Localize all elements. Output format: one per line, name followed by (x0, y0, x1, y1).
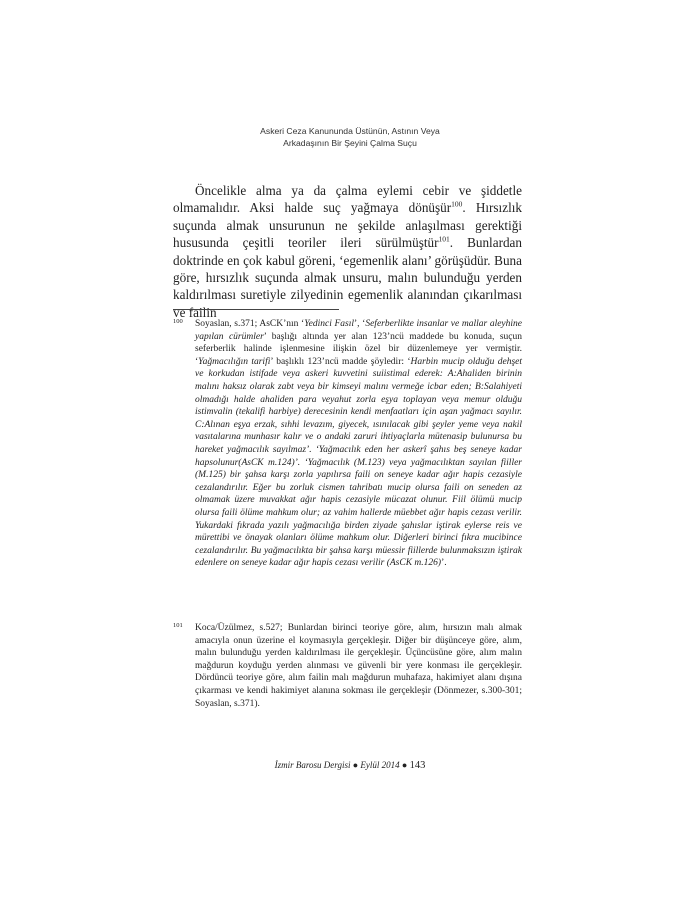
footer-separator: ● (350, 760, 361, 770)
footnote-italic-segment: Harbin mucip olduğu dehşet ve korkudan istifade veya askeri kuvvetini suiistimal ederek: A:Ahaliden birinin malını haksız olarak zabt veya bir kimseyi malını vermeğe icbar eden; B:Salahiyeti olmadığı halde ahaliden para veyahut zorla eşya toplayan veya memur olduğu istimvalin (tekalifi harbiye) derecesinin kendi menfaatları için aşan yağmacı sayılır. C:Alınan eşya erzak, sıhhi levazım, giyecek, ısınılacak gibi şeyler yeme veya nakil vasıtalarına munhasır kalır ve o andaki zaruri ihtiyaçlarla mütenasip bulunursa bu hareket yağmacılık sayılmaz’. ‘Yağmacılık eden her askerî şahıs beş seneye kadar hapsolunur(AsCK m.124)’. ‘Yağmacılık (M.123) veya yağmacılıktan sayılan fiiller (M.125) bir şahsa karşı zorla yapılırsa faili on seneye kadar ağır hapis cezasiyle cezalandırılır. Eğer bu zorluk cismen tahribatı mucip olursa faili on seneden az olmamak üzere muvakkat ağır hapis cezasiyle mücazat olunur. Fiil ölümü mucip olursa faili ölüme mahkum olur; az vahim hallerde müebbet ağır hapis cezası verilir. Yukardaki fıkrada yazılı yağmacılığa birden ziyade şahıslar iştirak eylerse reis ve mürettibi ve önayak olanları ölüme mahkum olur. Diğerleri birinci fıkra mucibince cezalandırılır. Bu yağmacılıkta bir şahsa karşı müessir fiillerde bulunmaksızın iştirak edenlere on seneye kadar ağır hapis cezası verilir (AsCK m.126) (195, 356, 522, 569)
footnote-ref-100[interactable]: 100 (451, 200, 463, 210)
running-head-line-1: Askeri Ceza Kanununda Üstünün, Astının Veya (260, 126, 440, 136)
footnote-number: 100 (173, 318, 183, 325)
footnote-text: Koca/Üzülmez, s.527; Bunlardan birinci teoriye göre, alım, hırsızın malı almak amacıyla onun üzerine el koymasıyla gerçekleşir. Diğer bir düşünceye göre, alım, malın bulunduğu yerden kaldırılması ile gerçekleşir. Üçüncüsüne göre, alım malın mağdurun koyduğu yerden alınması ve güvenli bir yere konması ile gerçekleşir. Dördüncü teoriye göre, alım failin malı mağdurun muhafaza, hakimiyet alanı dışına çıkarması ve kendi hakimiyet alanına sokması ile gerçekleşir (Dönmezer, s.300-301; Soyaslan, s.371). (195, 623, 522, 709)
body-text-part-3: . Bunlardan doktrinde en çok kabul göreni, ‘egemenlik alanı’ görüşüdür. Buna göre, hırsızlık suçunda almak unsuru, malın bulunduğu yerden kaldırılması suretiyle zilyedinin egemenlik alanından çıkarılması ve failin (173, 235, 522, 320)
footnote-italic-segment: Seferberlikte insanlar ve mallar aleyhine yapılan cürümler (195, 319, 523, 342)
footnote-text-segment: ’. (441, 558, 447, 569)
page-footer (0, 760, 700, 771)
running-head-line-2: Arkadaşının Bir Şeyini Çalma Suçu (283, 138, 417, 148)
footnote-text-segment: Soyaslan, s.371; AsCK’nın ‘ (195, 319, 305, 329)
footnote-text-segment: ’ başlıklı 123’ncü madde şöyledir: ‘ (270, 356, 411, 367)
footnote-text-segment: ’ başlığı altında yer alan 123’ncü maddede bu konuda, suçun seferberlik halinde işlenmesine ilişkin özel bir düzenlemeye yer vermiştir. ‘ (195, 331, 522, 367)
footnote-text-segment: ’, ‘ (354, 319, 366, 329)
footnote-italic-segment: Yağmacılığın tarifi (198, 356, 271, 367)
footer-separator: ● (399, 760, 410, 770)
issue-date: Eylül 2014 (360, 760, 400, 770)
running-head (0, 125, 700, 149)
footnote-text (195, 318, 522, 570)
body-text-part-2: . Hırsızlık suçunda almak unsurunun ne şekilde anlaşılması gerektiği hususunda çeşitli teoriler ileri sürülmüştür (173, 200, 522, 251)
footnote-ref-101[interactable]: 101 (438, 234, 450, 244)
body-paragraph (173, 182, 522, 321)
footnote-100 (173, 318, 522, 570)
footnote-number: 101 (173, 622, 183, 629)
footnote-101 (173, 622, 522, 710)
footnote-separator (173, 309, 339, 310)
page-number: 143 (409, 760, 426, 771)
body-text-part-1: Öncelikle alma ya da çalma eylemi cebir ve şiddetle olmamalıdır. Aksi halde suç yağmaya dönüşür (173, 183, 522, 216)
journal-name: İzmir Barosu Dergisi (274, 760, 351, 770)
footnote-italic-segment: Yedinci Fasıl (304, 319, 354, 329)
